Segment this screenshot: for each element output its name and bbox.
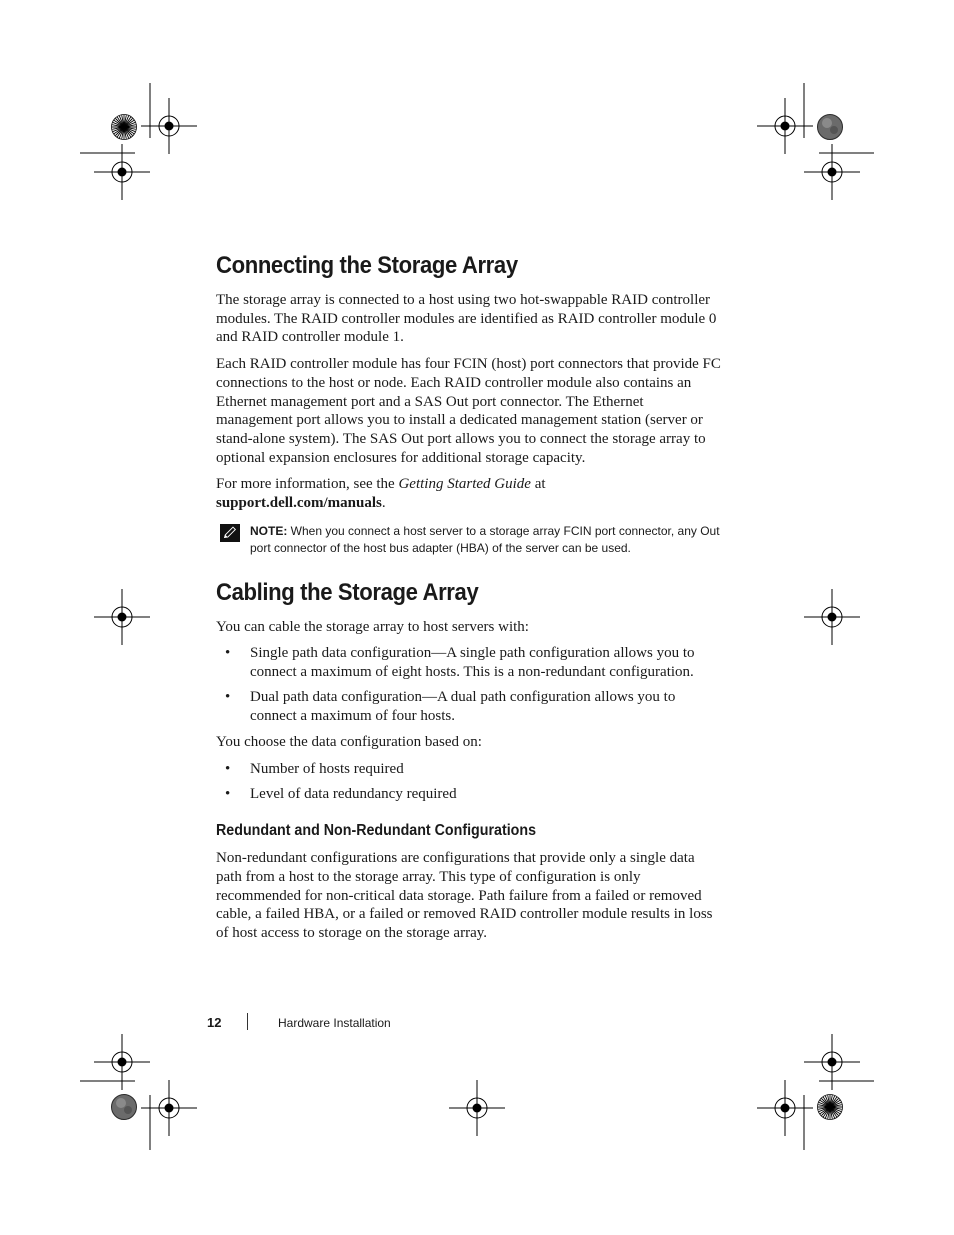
section-heading-connecting: Connecting the Storage Array <box>216 252 518 279</box>
text: For more information, see the <box>216 476 399 493</box>
criteria-list <box>216 760 721 803</box>
paragraph: You can cable the storage array to host servers with: <box>216 618 529 635</box>
note-pencil-icon <box>220 524 240 547</box>
guide-title: Getting Started Guide <box>398 476 531 493</box>
bullet-icon: • <box>225 688 231 705</box>
list-item-text: Level of data redundancy required <box>250 785 457 802</box>
note-label: NOTE: <box>250 523 288 538</box>
paragraph: You choose the data configuration based on: <box>216 734 482 751</box>
list-item <box>216 644 721 681</box>
bullet-icon: • <box>225 760 231 777</box>
list-item <box>216 785 721 804</box>
footer-divider <box>247 1013 248 1030</box>
page-number: 12 <box>207 1015 222 1030</box>
list-item <box>216 760 721 779</box>
note-box <box>216 523 721 557</box>
paragraph: Non-redundant configurations are configurations that provide only a single data path from a host to the storage array. This type of configuration is only recommended for non-critical data storage. Path failure from a failed or removed cable, a failed HBA, or a failed or removed RAID controller module results in loss of host access to storage on the storage array. <box>216 850 713 942</box>
list-item-text: Number of hosts required <box>250 760 404 777</box>
bullet-icon: • <box>225 785 231 802</box>
text: at <box>530 476 546 493</box>
section-heading-cabling: Cabling the Storage Array <box>216 578 479 606</box>
page-content <box>216 252 721 951</box>
subsection-heading: Redundant and Non-Redundant Configurations <box>216 822 537 840</box>
text: . <box>381 495 386 512</box>
chapter-title: Hardware Installation <box>278 1016 391 1030</box>
manuals-link[interactable]: support.dell.com/manuals <box>216 495 382 512</box>
config-list <box>216 644 721 725</box>
note-text: When you connect a host server to a storage array FCIN port connector, any Out port connector of the host bus adapter (HBA) of the server can be used. <box>250 523 720 555</box>
paragraph: The storage array is connected to a host using two hot-swappable RAID controller modules. The RAID controller modules are identified as RAID controller module 0 and RAID controller module 1. <box>216 292 717 346</box>
subsection-redundant <box>216 822 721 943</box>
paragraph: Each RAID controller module has four FCIN (host) port connectors that provide FC connections to the host or node. Each RAID controller module also contains an Ethernet management port and a SAS Out port connector. The Ethernet management port allows you to install a dedicated management station (server or stand-alone system). The SAS Out port allows you to connect the storage array to optional expansion enclosures for additional storage capacity. <box>216 356 721 466</box>
bullet-icon: • <box>225 645 231 662</box>
paragraph-more-info <box>216 475 721 512</box>
list-item-text: Single path data configuration—A single path configuration allows you to connect a maximum of eight hosts. This is a non-redundant configuration. <box>250 645 695 681</box>
list-item <box>216 688 721 725</box>
list-item-text: Dual path data configuration—A dual path configuration allows you to connect a maximum of four hosts. <box>250 688 676 724</box>
section-cabling <box>216 579 721 804</box>
